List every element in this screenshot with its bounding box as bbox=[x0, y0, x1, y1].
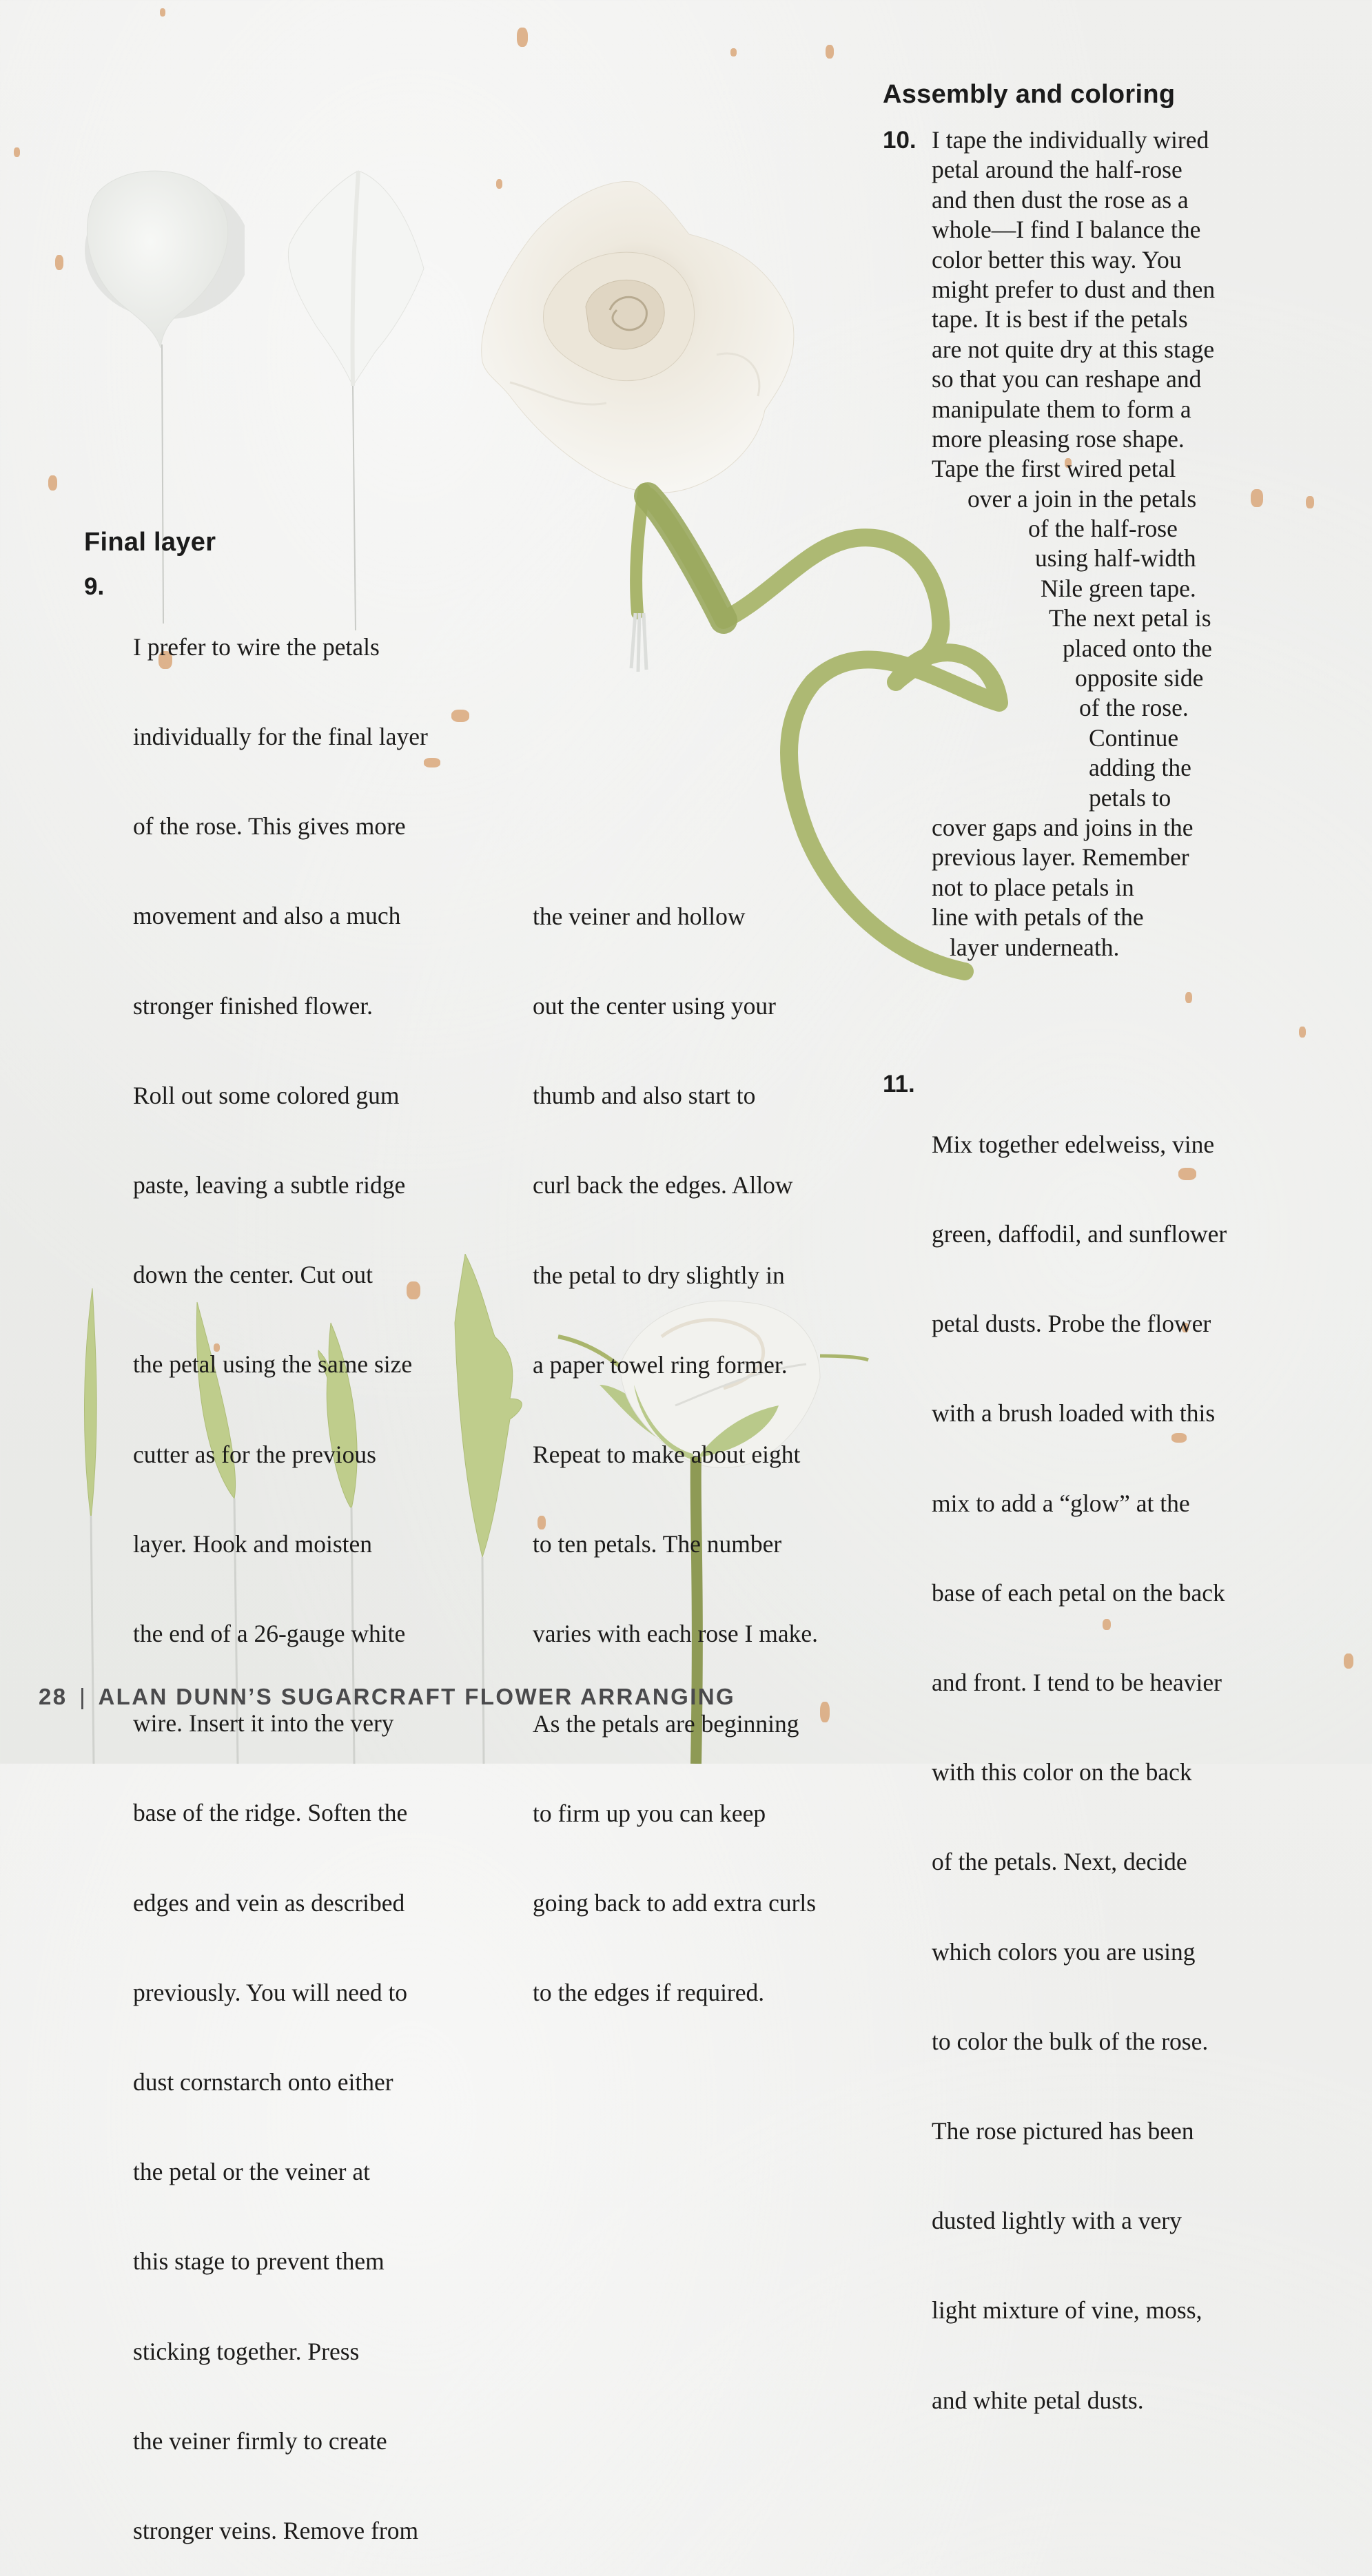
text-line: individually for the final layer bbox=[133, 723, 428, 751]
text-line: The rose pictured has been bbox=[932, 2117, 1194, 2145]
text-line: with this color on the back bbox=[932, 1758, 1192, 1786]
text-line: Tape the first wired petal bbox=[932, 455, 1176, 483]
text-line: sticking together. Press bbox=[133, 2337, 360, 2365]
text-line: of the petals. Next, decide bbox=[932, 1848, 1187, 1876]
text-line: I tape the individually wired bbox=[932, 126, 1209, 154]
text-line: the veiner and hollow bbox=[533, 902, 746, 930]
section-heading-final-layer: Final layer bbox=[84, 528, 216, 557]
book-title: ALAN DUNN’S SUGARCRAFT FLOWER ARRANGING bbox=[98, 1684, 736, 1709]
step-number-11: 11. bbox=[883, 1071, 915, 1098]
half-rose-illustration bbox=[469, 162, 827, 520]
text-line: As the petals are beginning bbox=[533, 1709, 799, 1738]
text-line: to firm up you can keep bbox=[533, 1799, 766, 1827]
text-line: manipulate them to form a bbox=[932, 395, 1191, 423]
text-line: stronger finished flower. bbox=[133, 991, 373, 1020]
text-line: line with petals of the bbox=[932, 903, 1144, 931]
text-line: I prefer to wire the petals bbox=[133, 632, 380, 661]
text-line: mix to add a “glow” at the bbox=[932, 1489, 1190, 1517]
text-line: the end of a 26-gauge white bbox=[133, 1620, 406, 1648]
text-line: might prefer to dust and then bbox=[932, 275, 1216, 303]
step-number-9: 9. bbox=[84, 573, 105, 600]
step-number-10: 10. bbox=[883, 127, 917, 154]
text-line: petal dusts. Probe the flower bbox=[932, 1310, 1211, 1338]
text-line: the veiner firmly to create bbox=[133, 2426, 387, 2455]
text-line: Mix together edelweiss, vine bbox=[932, 1130, 1215, 1158]
text-line: previous layer. Remember bbox=[932, 843, 1189, 872]
text-line: which colors you are using bbox=[932, 1937, 1196, 1966]
text-line: whole—I find I balance the bbox=[932, 216, 1201, 244]
text-line: curl back the edges. Allow bbox=[533, 1171, 793, 1199]
text-line: color better this way. You bbox=[932, 245, 1182, 274]
text-line: paste, leaving a subtle ridge bbox=[133, 1171, 406, 1199]
text-line: green, daffodil, and sunflower bbox=[932, 1220, 1227, 1248]
text-line: the petal or the veiner at bbox=[133, 2158, 370, 2186]
cupped-petal-illustration bbox=[276, 165, 441, 634]
step-11-text bbox=[932, 1070, 1227, 2445]
text-line: not to place petals in bbox=[932, 873, 1134, 901]
step-9-text-column-2 bbox=[533, 842, 818, 2038]
text-line: the petal using the same size bbox=[133, 1350, 413, 1379]
text-line: down the center. Cut out bbox=[133, 1261, 373, 1289]
text-line: dusted lightly with a very bbox=[932, 2207, 1182, 2235]
text-line: Repeat to make about eight bbox=[533, 1441, 801, 1469]
text-line: and white petal dusts. bbox=[932, 2386, 1144, 2414]
footer-separator: | bbox=[79, 1684, 88, 1709]
text-line: varies with each rose I make. bbox=[533, 1620, 818, 1648]
text-line: more pleasing rose shape. bbox=[932, 424, 1185, 453]
text-line: dust cornstarch onto either bbox=[133, 2068, 393, 2096]
text-line: placed onto the bbox=[1063, 634, 1212, 662]
text-line: opposite side bbox=[1075, 664, 1204, 692]
text-line: base of each petal on the back bbox=[932, 1578, 1225, 1607]
text-line: Roll out some colored gum bbox=[133, 1081, 400, 1109]
text-line: cover gaps and joins in the bbox=[932, 813, 1194, 841]
text-line: with a brush loaded with this bbox=[932, 1399, 1216, 1428]
flat-petal-illustration bbox=[65, 148, 245, 630]
text-line: of the rose. This gives more bbox=[133, 812, 406, 841]
text-line: base of the ridge. Soften the bbox=[133, 1799, 408, 1827]
text-line: edges and vein as described bbox=[133, 1888, 405, 1917]
text-line: stronger veins. Remove from bbox=[133, 2517, 419, 2545]
text-line: and front. I tend to be heavier bbox=[932, 1669, 1222, 1697]
text-line: going back to add extra curls bbox=[533, 1889, 817, 1917]
text-line: layer. Hook and moisten bbox=[133, 1529, 373, 1558]
text-line: over a join in the petals bbox=[967, 484, 1197, 513]
text-line: this stage to prevent them bbox=[133, 2247, 385, 2276]
text-line: Nile green tape. bbox=[1041, 574, 1196, 602]
page-number: 28 bbox=[39, 1684, 68, 1709]
text-line: petals to bbox=[1089, 783, 1171, 812]
text-line: and then dust the rose as a bbox=[932, 185, 1189, 214]
text-line: to color the bulk of the rose. bbox=[932, 2027, 1209, 2055]
text-line: to the edges if required. bbox=[533, 1979, 765, 2007]
section-heading-assembly: Assembly and coloring bbox=[883, 80, 1176, 109]
text-line: tape. It is best if the petals bbox=[932, 305, 1188, 333]
text-line: cutter as for the previous bbox=[133, 1440, 376, 1468]
text-line: movement and also a much bbox=[133, 902, 401, 930]
text-line: previously. You will need to bbox=[133, 1978, 408, 2006]
text-line: are not quite dry at this stage bbox=[932, 335, 1215, 363]
text-line: of the half-rose bbox=[1028, 515, 1178, 543]
text-line: Continue bbox=[1089, 723, 1179, 752]
text-line: The next petal is bbox=[1049, 604, 1211, 632]
text-line: out the center using your bbox=[533, 992, 776, 1020]
step-10-text bbox=[932, 125, 1215, 962]
text-line: to ten petals. The number bbox=[533, 1530, 782, 1558]
text-line: light mixture of vine, moss, bbox=[932, 2296, 1202, 2325]
text-line: petal around the half-rose bbox=[932, 156, 1182, 184]
text-line: so that you can reshape and bbox=[932, 365, 1202, 393]
text-line: wire. Insert it into the very bbox=[133, 1709, 394, 1738]
text-line: a paper towel ring former. bbox=[533, 1350, 788, 1379]
text-line: of the rose. bbox=[1079, 694, 1189, 722]
text-line: adding the bbox=[1089, 754, 1191, 782]
text-line: layer underneath. bbox=[950, 933, 1120, 961]
text-line: thumb and also start to bbox=[533, 1082, 756, 1110]
step-9-text-column-1 bbox=[133, 573, 428, 2576]
text-line: the petal to dry slightly in bbox=[533, 1261, 785, 1289]
text-line: using half-width bbox=[1035, 544, 1196, 573]
page-footer bbox=[39, 1684, 735, 1710]
